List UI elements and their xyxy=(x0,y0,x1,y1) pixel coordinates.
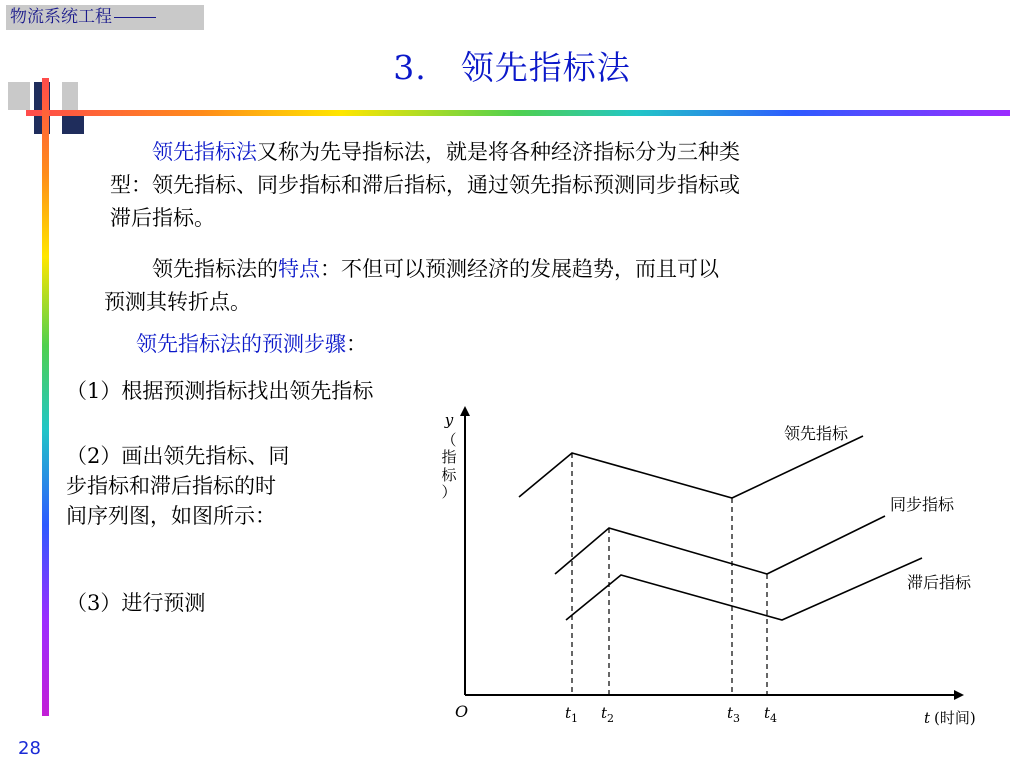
definition-line-1: 又称为先导指标法，就是将各种经济指标分为三种类 xyxy=(257,140,740,164)
series-line-coincident xyxy=(555,516,885,574)
features-line-1: ：不但可以预测经济的发展趋势，而且可以 xyxy=(320,257,719,281)
x-axis-label xyxy=(924,709,976,727)
time-mark-t1: $t_1$ xyxy=(565,704,579,725)
series-label-leading: 领先指标 xyxy=(784,424,849,443)
x-axis-unit: (时间) xyxy=(934,709,976,727)
term-leading-indicator-method: 领先指标法 xyxy=(152,140,257,164)
step-2-line-2: 步指标和滞后指标的时 xyxy=(66,474,276,498)
definition-line-3: 滞后指标。 xyxy=(110,206,215,230)
y-axis-label-char-4: ） xyxy=(441,483,457,501)
time-mark-t3: $t_3$ xyxy=(727,704,741,725)
step-2-line-3: 间序列图，如图所示： xyxy=(66,504,276,528)
page-number: 28 xyxy=(18,738,41,759)
step-2-line-1: （2）画出领先指标、同 xyxy=(66,444,290,468)
definition-line-2: 型：领先指标、同步指标和滞后指标，通过领先指标预测同步指标或 xyxy=(110,173,740,197)
step-3-line-1: （3）进行预测 xyxy=(66,591,206,615)
origin-label: O xyxy=(455,702,469,721)
steps-heading-label: 领先指标法的预测步骤 xyxy=(136,332,346,356)
y-axis-variable: y xyxy=(444,411,454,429)
time-mark-t2: $t_2$ xyxy=(601,704,615,725)
y-axis-label-char-2: 指 xyxy=(441,448,457,466)
series-line-leading xyxy=(519,436,863,498)
features-highlight: 特点 xyxy=(278,257,320,281)
steps-heading-colon: ： xyxy=(346,332,367,356)
step-1-line-1: （1）根据预测指标找出领先指标 xyxy=(66,379,374,403)
time-mark-t4: $t_4$ xyxy=(764,704,778,725)
features-line-2: 预测其转折点。 xyxy=(104,290,251,314)
series-label-coincident: 同步指标 xyxy=(890,495,955,514)
series-label-lagging: 滞后指标 xyxy=(907,573,972,592)
y-axis-label-char-1: （ xyxy=(441,431,457,449)
course-name: 物流系统工程 xyxy=(10,7,112,27)
features-prefix: 领先指标法的 xyxy=(152,257,278,281)
y-axis-label-char-3: 标 xyxy=(441,466,457,484)
slide-title: 3. 领先指标法 xyxy=(393,48,631,87)
x-axis-variable: t xyxy=(924,709,931,727)
